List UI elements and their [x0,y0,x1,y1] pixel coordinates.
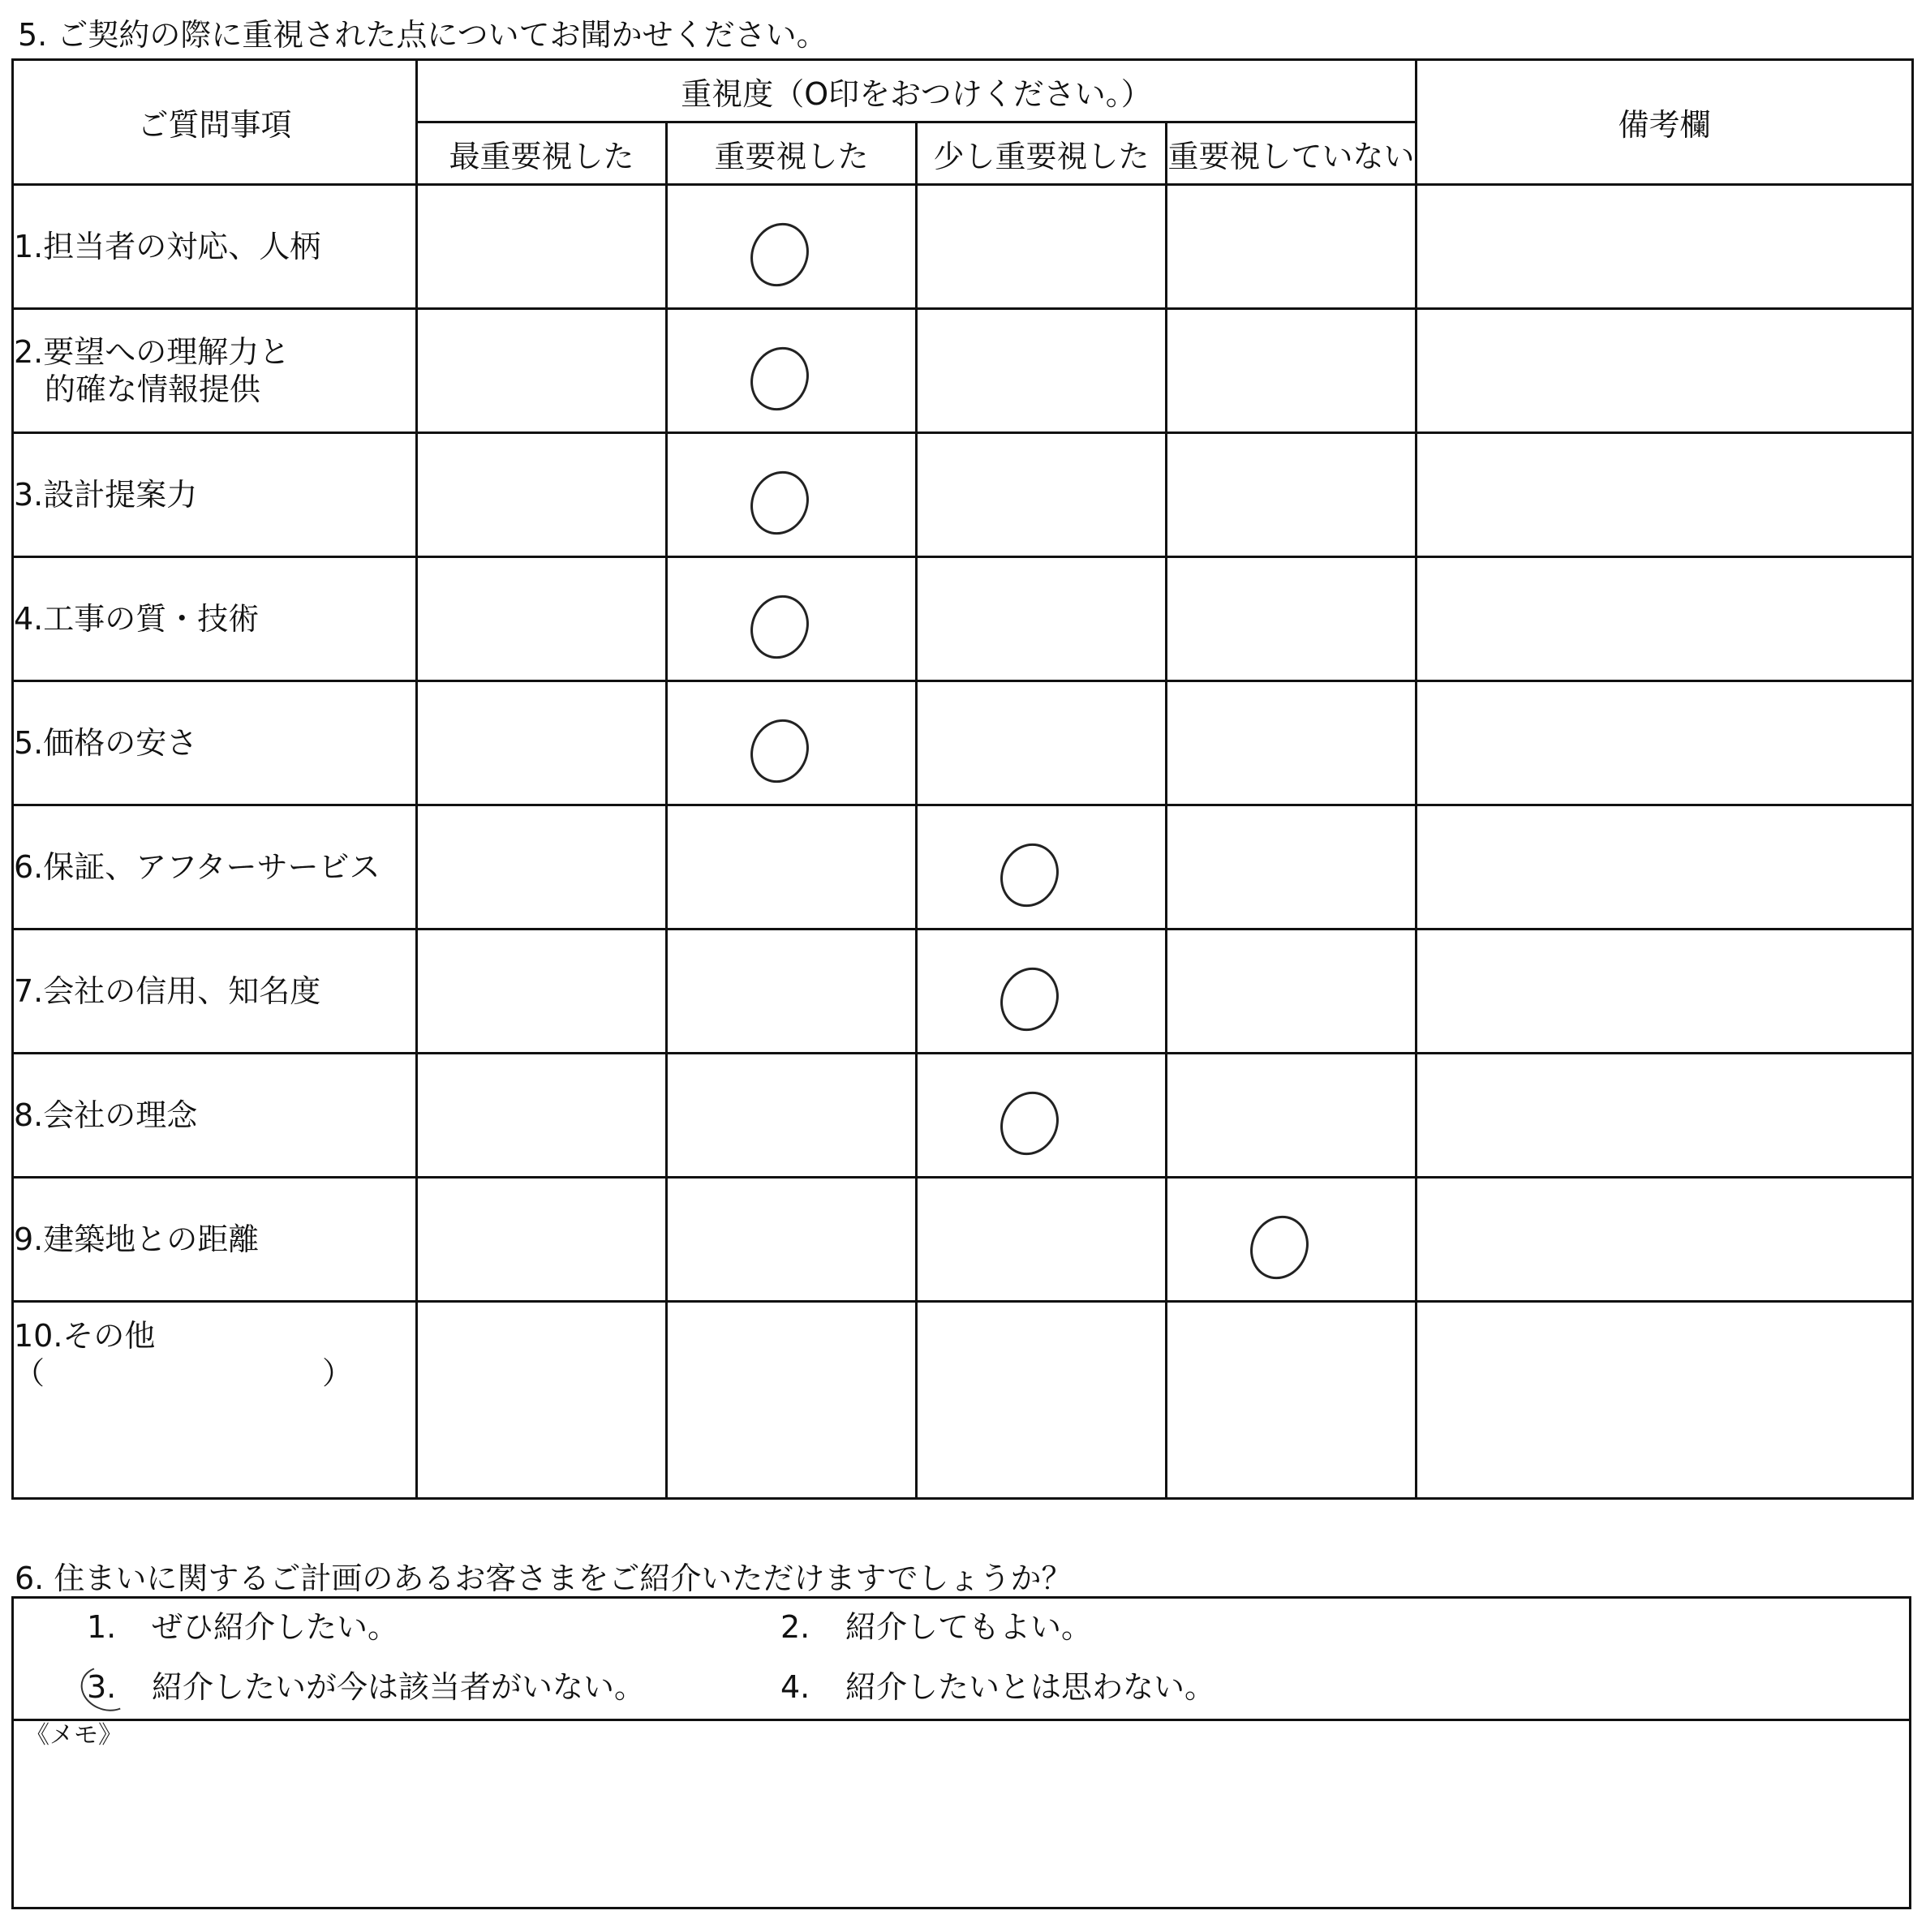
circle-mark [740,586,819,668]
importance-cell[interactable] [667,1054,917,1178]
importance-cell[interactable] [917,557,1167,681]
table-row [13,1178,1913,1302]
importance-cell[interactable] [417,681,667,805]
importance-cell[interactable] [667,1302,917,1499]
circle-mark [990,1082,1068,1165]
importance-cell[interactable] [667,1178,917,1302]
circle-mark [1240,1206,1318,1289]
importance-cell[interactable] [417,557,667,681]
table-row [13,930,1913,1054]
importance-cell[interactable] [667,557,917,681]
question-label: 3.設計提案力 [13,433,417,557]
importance-cell[interactable] [1167,185,1417,309]
remarks-cell[interactable] [1417,805,1913,930]
circle-mark [740,710,819,792]
question-label: 6.保証、アフターサービス [13,805,417,930]
remarks-column-header: 備考欄 [1417,60,1913,185]
importance-cell[interactable] [667,805,917,930]
circle-mark [740,337,819,420]
importance-cell[interactable] [417,930,667,1054]
importance-cell[interactable] [917,930,1167,1054]
importance-cell[interactable] [1167,1178,1417,1302]
importance-group-header: 重視度（O印をおつけください。） [417,60,1417,122]
importance-cell[interactable] [417,433,667,557]
importance-cell[interactable] [417,1178,667,1302]
table-row [13,805,1913,930]
referral-options [14,1599,1909,1721]
memo-label: 《メモ》 [25,1721,123,1750]
importance-cell[interactable] [917,309,1167,433]
importance-cell[interactable] [917,1302,1167,1499]
importance-cell[interactable] [417,805,667,930]
referral-box [11,1596,1911,1909]
referral-option-3[interactable]: 3. 紹介したいが今は該当者がいない。 [87,1669,646,1705]
importance-cell[interactable] [667,433,917,557]
importance-cell[interactable] [917,1178,1167,1302]
referral-option-1[interactable]: 1. ぜひ紹介したい。 [87,1609,399,1645]
table-row [13,309,1913,433]
table-row [13,681,1913,805]
question-label: 4.工事の質・技術 [13,557,417,681]
remarks-cell[interactable] [1417,1302,1913,1499]
question-label: 8.会社の理念 [13,1054,417,1178]
table-row [13,185,1913,309]
importance-cell[interactable] [1167,1054,1417,1178]
question-5-title: 5. ご契約の際に重視された点についてお聞かせください。 [18,17,828,53]
importance-cell[interactable] [917,805,1167,930]
remarks-cell[interactable] [1417,557,1913,681]
level-header-most-important: 最重要視した [417,122,667,185]
table-row [13,1302,1913,1499]
circle-mark [990,958,1068,1041]
remarks-cell[interactable] [1417,433,1913,557]
referral-option-2[interactable]: 2. 紹介してもよい。 [780,1609,1093,1645]
question-label: 2.要望への理解力と 的確な情報提供 [13,309,417,433]
table-row [13,557,1913,681]
importance-cell[interactable] [1167,309,1417,433]
question-label: 9.建築地との距離 [13,1178,417,1302]
circle-mark [740,462,819,544]
level-header-not-important: 重要視していない [1167,122,1417,185]
importance-cell[interactable] [917,433,1167,557]
importance-cell[interactable] [667,930,917,1054]
importance-cell[interactable] [667,681,917,805]
importance-cell[interactable] [1167,930,1417,1054]
question-label: 1.担当者の対応、人柄 [13,185,417,309]
importance-cell[interactable] [667,309,917,433]
level-header-important: 重要視した [667,122,917,185]
question-column-header: ご質問事項 [13,60,417,185]
remarks-cell[interactable] [1417,930,1913,1054]
remarks-cell[interactable] [1417,185,1913,309]
remarks-cell[interactable] [1417,1178,1913,1302]
circle-mark [740,213,819,296]
referral-option-4[interactable]: 4. 紹介したいとは思わない。 [780,1669,1216,1705]
importance-cell[interactable] [667,185,917,309]
importance-cell[interactable] [417,309,667,433]
importance-cell[interactable] [1167,433,1417,557]
importance-cell[interactable] [417,1302,667,1499]
question-label: 10.その他 （ ） [13,1302,417,1499]
importance-cell[interactable] [1167,681,1417,805]
question-6-title: 6. 住まいに関するご計画のあるお客さまをご紹介いただけますでしょうか？ [15,1561,1073,1596]
importance-cell[interactable] [1167,557,1417,681]
importance-cell[interactable] [417,185,667,309]
importance-cell[interactable] [917,185,1167,309]
table-row [13,433,1913,557]
remarks-cell[interactable] [1417,1054,1913,1178]
circle-mark [990,834,1068,917]
importance-survey-table [11,58,1914,1500]
question-label: 5.価格の安さ [13,681,417,805]
table-row [13,1054,1913,1178]
remarks-cell[interactable] [1417,681,1913,805]
level-header-somewhat-important: 少し重要視した [917,122,1167,185]
importance-cell[interactable] [917,681,1167,805]
importance-cell[interactable] [417,1054,667,1178]
importance-cell[interactable] [1167,1302,1417,1499]
importance-cell[interactable] [917,1054,1167,1178]
question-label: 7.会社の信用、知名度 [13,930,417,1054]
remarks-cell[interactable] [1417,309,1913,433]
importance-cell[interactable] [1167,805,1417,930]
